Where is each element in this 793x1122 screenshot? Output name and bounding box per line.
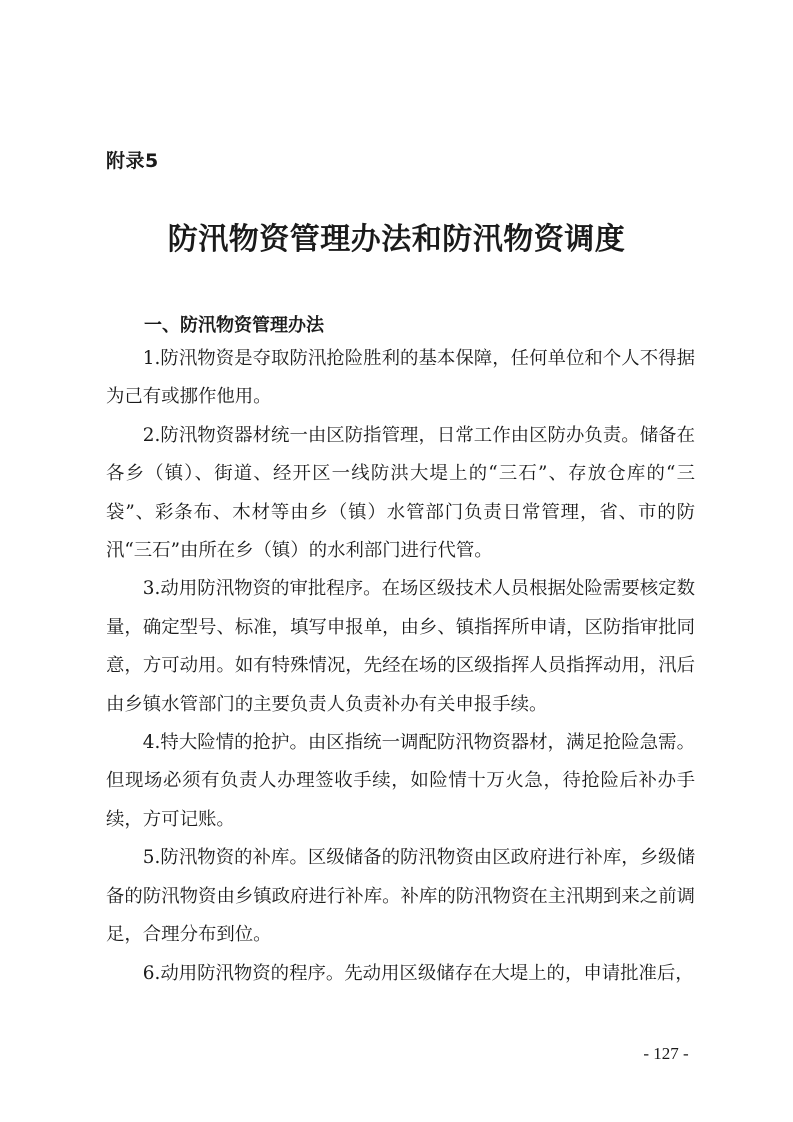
appendix-label: 附录5 bbox=[106, 150, 159, 172]
page-number: - 127 - bbox=[643, 1044, 689, 1063]
body-text bbox=[106, 340, 695, 993]
paragraph-4: 4.特大险情的抢护。由区指统一调配防汛物资器材，满足抢险急需。但现场必须有负责人办理签收手续，如险情十万火急，待抢险后补办手续，方可记账。 bbox=[106, 732, 695, 830]
section-heading: 一、防汛物资管理办法 bbox=[144, 315, 324, 336]
paragraph-1: 1.防汛物资是夺取防汛抢险胜利的基本保障，任何单位和个人不得据为己有或挪作他用。 bbox=[106, 348, 695, 408]
document-title: 防汛物资管理办法和防汛物资调度 bbox=[167, 222, 626, 257]
paragraph-6: 6.动用防汛物资的程序。先动用区级储存在大堤上的，申请批准后， bbox=[142, 962, 694, 984]
paragraph-2: 2.防汛物资器材统一由区防指管理，日常工作由区防办负责。储备在各乡（镇）、街道、经开区一线防洪大堤上的“三石”、存放仓库的“三袋”、彩条布、木材等由乡（镇）水管部门负责日常管理，省、市的防汛“三石”由所在乡（镇）的水利部门进行代管。 bbox=[106, 424, 695, 562]
paragraph-5: 5.防汛物资的补库。区级储备的防汛物资由区政府进行补库，乡级储备的防汛物资由乡镇政府进行补库。补库的防汛物资在主汛期到来之前调足，合理分布到位。 bbox=[106, 847, 695, 946]
paragraph-3: 3.动用防汛物资的审批程序。在场区级技术人员根据处险需要核定数量，确定型号、标准，填写申报单，由乡、镇指挥所申请，区防指审批同意，方可动用。如有特殊情况，先经在场的区级指挥人员指挥动用，汛后由乡镇水管部门的主要负责人负责补办有关申报手续。 bbox=[106, 578, 695, 715]
